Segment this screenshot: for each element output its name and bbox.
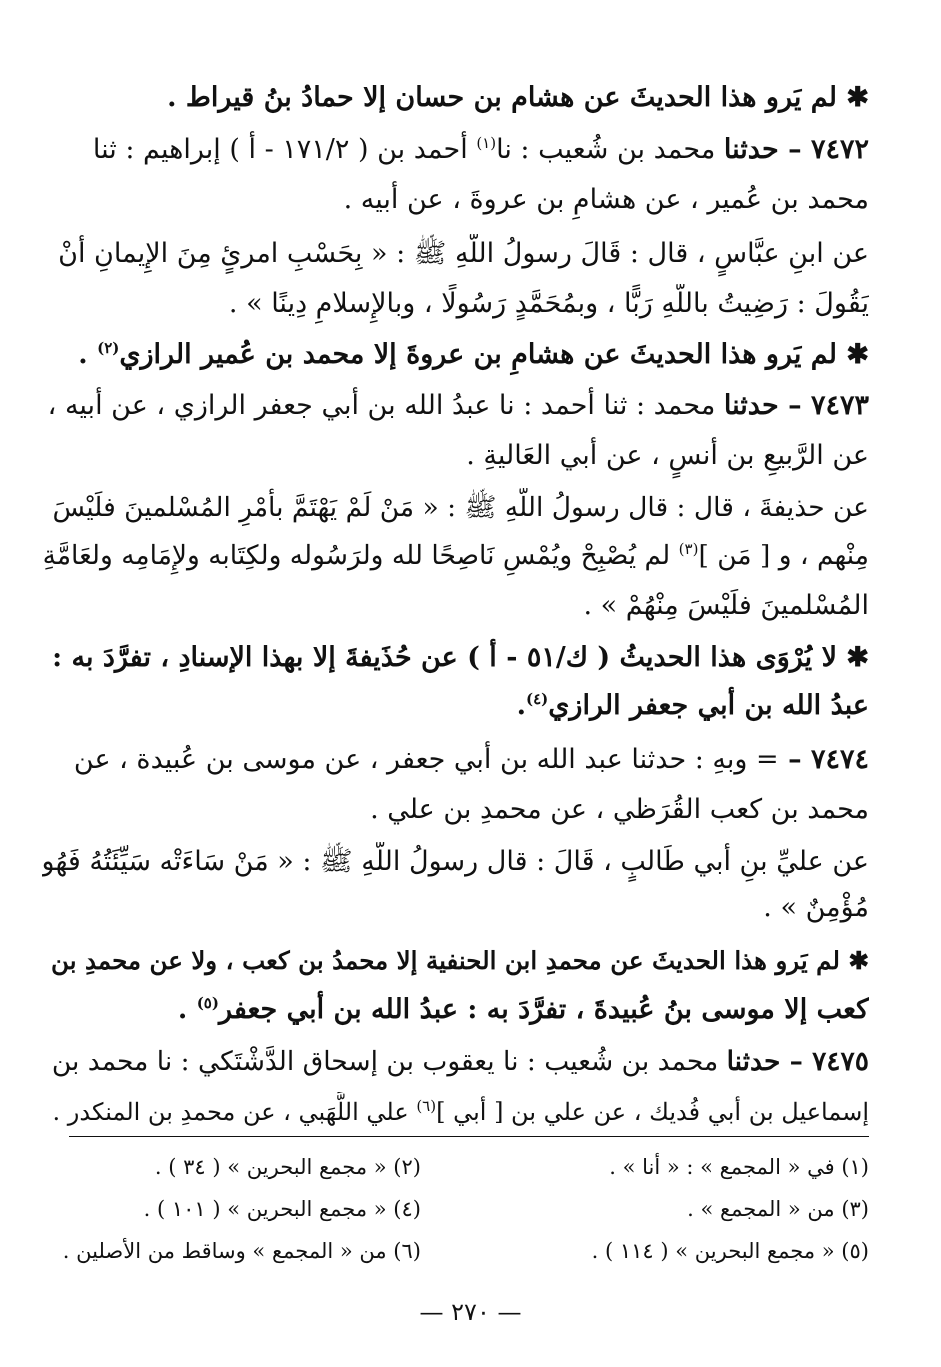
footnote-4: (٤) « مجمع البحرين » ( ١٠١ ) .	[143, 1197, 421, 1221]
comment-line: ✱ لم يَرو هذا الحديثَ عن محمدِ ابن الحنفية إلا محمدُ بن كعب ، ولا عن محمدِ بن	[51, 946, 869, 975]
comment-line	[42, 990, 869, 1034]
comment-text: ✱ لم يَرو هذا الحديثَ عن هشامِ بن عروةَ إلا محمد بن عُمير الرازي	[119, 339, 869, 370]
isnad-text: أحمد بن ( ١٧١/٢ - أ ) إبراهيم : ثنا	[92, 134, 468, 165]
hadith-number: ٧٤٧٣	[810, 390, 869, 421]
footnote-ref: (٣)	[678, 540, 699, 559]
footnote-1: (١) في « المجمع » : « أنا » .	[609, 1155, 869, 1179]
text-line	[42, 536, 869, 580]
footnote-ref: (١)	[476, 134, 497, 152]
text-line: عن عليِّ بنِ أبي طَالبٍ ، قَالَ : قال رسولُ اللَّهِ ﷺ : « مَنْ سَاءَتْه سَيِّئَتُهُ فَهُو	[42, 846, 869, 877]
footnote-ref: (٤)	[525, 690, 549, 708]
matn-text: مِنْهم ، و [ مَن ]	[698, 540, 869, 571]
narration-keyword: حدثنا	[723, 134, 779, 165]
equals-sign: =	[756, 744, 779, 775]
isnad-text: وبهِ : حدثنا عبد الله بن أبي جعفر ، عن موسى بن عُبيدة ، عن	[73, 744, 748, 775]
text-line: المُسْلمينَ فلَيْسَ مِنْهُمْ » .	[583, 590, 869, 621]
footnote-ref: (٢)	[97, 339, 120, 357]
hadith-number: ٧٤٧٥	[812, 1046, 869, 1077]
hadith-number: ٧٤٧٤	[810, 744, 869, 775]
hadith-number: ٧٤٧٢	[810, 134, 869, 165]
text-line: يَقُولَ : رَضِيتُ باللَّهِ رَبًّا ، وبمُحَمَّدٍ رَسُولًا ، وبالإِسلامِ دِينًا » .	[228, 288, 869, 319]
hadith-7475-header: ٧٤٧٥ – حدثنا محمد بن شُعيب : نا يعقوب بن إسحاق الدَّشْتَكي : نا محمد بن	[51, 1046, 869, 1077]
footnote-6: (٦) من « المجمع » وساقط من الأصلين .	[62, 1239, 421, 1263]
footnote-ref: (٦)	[416, 1097, 437, 1115]
hadith-7473-header: ٧٤٧٣ – حدثنا محمد : ثنا أحمد : نا عبدُ الله بن أبي جعفر الرازي ، عن أبيه ،	[47, 390, 869, 421]
text-line: مُؤْمِنٌ » .	[763, 892, 869, 923]
comment-line: ✱ لا يُرْوَى هذا الحديثُ ( ك/٥١ - أ ) عن حُذَيفةَ إلا بهذا الإسنادِ ، تفرَّدَ به :	[52, 642, 869, 673]
isnad-text: إسماعيل بن أبي فُديك ، عن علي بن [ أبي ]	[436, 1098, 869, 1126]
comment-line: ✱ لم يَرو هذا الحديثَ عن هشام بن حسان إلا حمادُ بنُ قيراط .	[167, 82, 869, 113]
isnad-text: علي اللَّهَبي ، عن محمدِ بن المنكدر .	[52, 1098, 417, 1126]
punctuation: .	[78, 339, 98, 370]
text-line: عن ابنِ عبَّاسٍ ، قال : قَالَ رسولُ اللَّهِ ﷺ : « بِحَسْبِ امرئٍ مِنَ الإِيمانِ أَنْ	[58, 238, 869, 269]
narration-keyword: حدثنا	[723, 390, 779, 421]
punctuation: .	[516, 690, 526, 721]
hadith-7472-header: ٧٤٧٢ – حدثنا محمد بن شُعيب : نا$^{(١)}$ أحمد بن ( ١٧١/٢ - أ ) إبراهيم : ثنا	[92, 134, 869, 165]
comment-text: عبدُ الله بن أبي جعفر الرازي	[548, 690, 869, 721]
isnad-text: محمد : ثنا أحمد : نا عبدُ الله بن أبي جعفر الرازي ، عن أبيه ،	[47, 390, 716, 421]
footnote-separator	[69, 1136, 869, 1137]
text-line	[42, 1092, 869, 1136]
footnote-ref: (٥)	[196, 994, 219, 1012]
text-line: محمد بن كعب القُرَظي ، عن محمدِ بن علي .	[370, 794, 869, 825]
footnote-3: (٣) من « المجمع » .	[687, 1197, 869, 1221]
comment-text: كعب إلا موسى بنُ عُبيدةَ ، تفرَّدَ به : عبدُ الله بن أبي جعفر	[218, 994, 869, 1025]
footnote-5: (٥) « مجمع البحرين » ( ١١٤ ) .	[591, 1239, 869, 1263]
matn-text: لم يُصْبِحْ ويُمْسِ نَاصِحًا لله ولرَسُوله ولكِتَابه ولإِمَامِه ولعَامَّةِ	[42, 540, 679, 571]
hadith-7474-header: ٧٤٧٤ – = وبهِ : حدثنا عبد الله بن أبي جعفر ، عن موسى بن عُبيدة ، عن	[73, 744, 869, 775]
comment-line	[42, 686, 869, 730]
text-line: محمد بن عُمير ، عن هشامِ بن عروةَ ، عن أبيه .	[343, 184, 869, 215]
page-number: — ٢٧٠ —	[419, 1298, 522, 1326]
isnad-text: محمد بن شُعيب : نا	[496, 134, 716, 165]
text-line: عن حذيفةَ ، قال : قال رسولُ اللَّهِ ﷺ : « مَنْ لَمْ يَهْتَمَّ بأَمْرِ المُسْلمينَ فلَيْسَ	[52, 492, 869, 523]
narration-keyword: حدثنا	[726, 1046, 781, 1077]
comment-line	[42, 335, 869, 379]
punctuation: .	[177, 994, 197, 1025]
isnad-text: محمد بن شُعيب : نا يعقوب بن إسحاق الدَّشْتَكي : نا محمد بن	[51, 1046, 719, 1077]
footnote-2: (٢) « مجمع البحرين » ( ٣٤ ) .	[154, 1155, 421, 1179]
text-line: عن الرَّبيعِ بن أنسٍ ، عن أبي العَاليةِ .	[466, 440, 869, 471]
